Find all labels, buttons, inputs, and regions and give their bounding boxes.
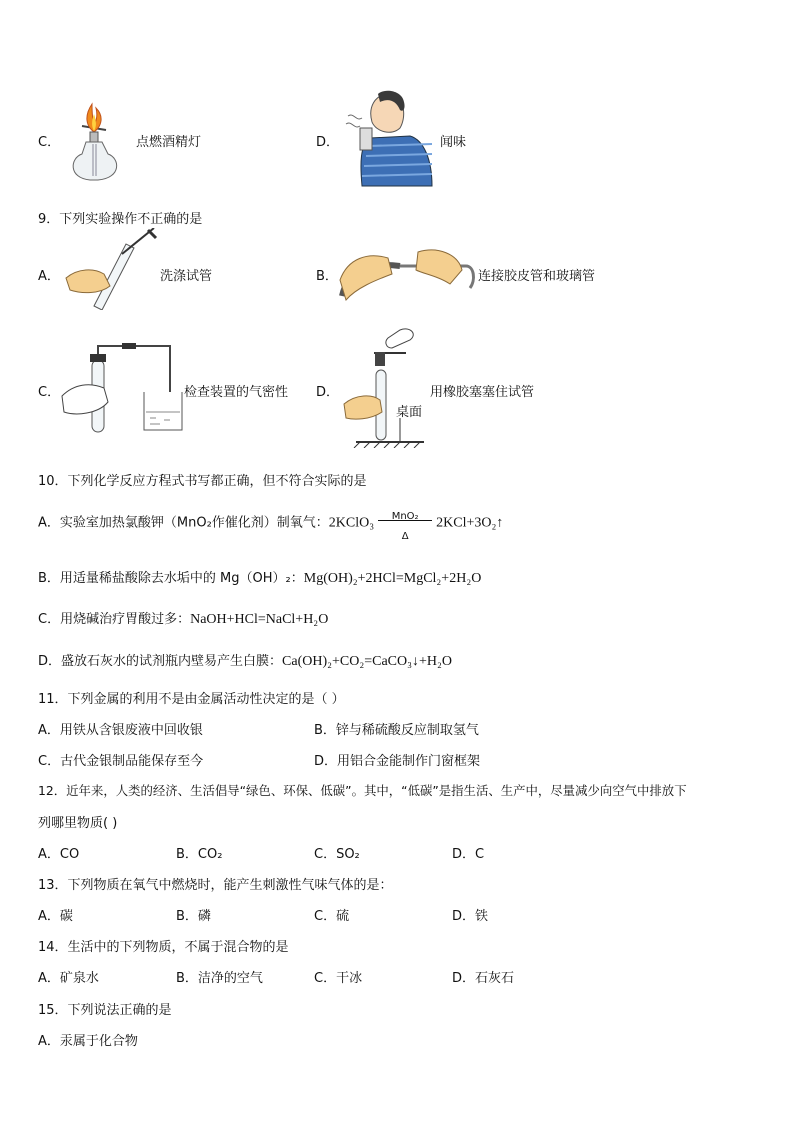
q10-option-d-equation: Ca(OH)₂+CO₂=CaCO₃↓+H₂O [282, 654, 452, 669]
q14-stem: 14．生活中的下列物质，不属于混合物的是 [38, 940, 289, 955]
q10-stem: 10．下列化学反应方程式书写都正确，但不符合实际的是 [38, 474, 367, 489]
q13-stem: 13．下列物质在氧气中燃烧时，能产生刺激性气味气体的是： [38, 878, 393, 893]
reaction-arrow-line [378, 520, 432, 521]
q10-option-a-rhs: 2KCl+3O₂↑ [436, 515, 504, 531]
q13-option-b: B．磷 [176, 909, 211, 924]
q13-option-c: C．硫 [314, 909, 350, 924]
q10-option-c [38, 608, 328, 628]
q14-option-b: B．洁净的空气 [176, 971, 263, 986]
washing-test-tube-figure [64, 228, 158, 310]
q9-option-c-letter: C． [38, 385, 61, 400]
desk-label: 桌面 [396, 405, 423, 420]
catalyst-label: MnO₂ [391, 511, 419, 522]
q12-stem-line1: 12．近年来，人类的经济、生活倡导“绿色、环保、低碳”。其中，“低碳”是指生活、生产中，尽量减少向空气中排放下 [38, 783, 687, 798]
q12-option-b: B．CO₂ [176, 847, 223, 862]
q12-option-a: A．CO [38, 847, 80, 862]
q13-option-d: D．铁 [452, 909, 489, 924]
q15-stem: 15．下列说法正确的是 [38, 1003, 172, 1018]
smelling-gas-figure [340, 88, 436, 188]
q8-option-d-caption: 闻味 [440, 135, 467, 150]
q10-option-b-text: B．用适量稀盐酸除去水垢中的 Mg（OH）₂： [38, 571, 304, 586]
q13-option-a: A．碳 [38, 909, 73, 924]
q9-option-a-letter: A． [38, 269, 60, 284]
q11-option-a: A．用铁从含银废液中回收银 [38, 723, 203, 738]
q12-option-d: D．C [452, 847, 485, 862]
connecting-rubber-tube-figure [338, 240, 480, 304]
q9-stem: 9．下列实验操作不正确的是 [38, 212, 203, 227]
alcohol-lamp-lighting-figure [62, 98, 132, 184]
q9-option-a-caption: 洗涤试管 [160, 269, 213, 284]
q8-option-d-letter: D． [316, 135, 340, 150]
q10-option-a-text: A．实验室加热氯酸钾（MnO₂作催化剂）制氧气： [38, 515, 329, 531]
q9-option-d-caption: 用橡胶塞塞住试管 [430, 385, 535, 400]
q12-option-c: C．SO₂ [314, 847, 360, 862]
heat-symbol: Δ [401, 531, 409, 542]
q12-stem-line2: 列哪里物质( ) [38, 816, 118, 831]
q8-option-c-letter: C． [38, 135, 61, 150]
q9-option-b-caption: 连接胶皮管和玻璃管 [478, 269, 596, 284]
q9-option-b-letter: B． [316, 269, 338, 284]
q11-stem: 11．下列金属的利用不是由金属活动性决定的是（ ） [38, 692, 345, 707]
q11-option-d: D．用铝合金能制作门窗框架 [314, 754, 481, 769]
q14-option-c: C．干冰 [314, 971, 363, 986]
rubber-stopper-figure [340, 322, 428, 448]
q10-option-a-lhs: 2KClO₃ [328, 515, 375, 531]
q10-option-d-text: D．盛放石灰水的试剂瓶内壁易产生白膜： [38, 654, 283, 669]
q14-option-d: D．石灰石 [452, 971, 515, 986]
q10-option-c-equation: NaOH+HCl=NaCl+H₂O [190, 612, 329, 627]
q11-option-c: C．古代金银制品能保存至今 [38, 754, 204, 769]
q10-option-a [38, 508, 504, 542]
reaction-condition [374, 508, 436, 542]
q10-option-b-equation: Mg(OH)₂+2HCl=MgCl₂+2H₂O [303, 571, 482, 586]
q15-option-a: A．汞属于化合物 [38, 1034, 138, 1049]
q14-option-a: A．矿泉水 [38, 971, 99, 986]
q9-option-c-caption: 检查装置的气密性 [184, 385, 289, 400]
q10-option-d [38, 650, 452, 670]
q10-option-c-text: C．用烧碱治疗胃酸过多： [38, 612, 191, 627]
q11-option-b: B．锌与稀硫酸反应制取氢气 [314, 723, 479, 738]
airtightness-check-figure [60, 340, 186, 436]
q8-option-c-caption: 点燃酒精灯 [136, 135, 202, 150]
q10-option-b [38, 567, 481, 587]
q9-option-d-letter: D． [316, 385, 340, 400]
